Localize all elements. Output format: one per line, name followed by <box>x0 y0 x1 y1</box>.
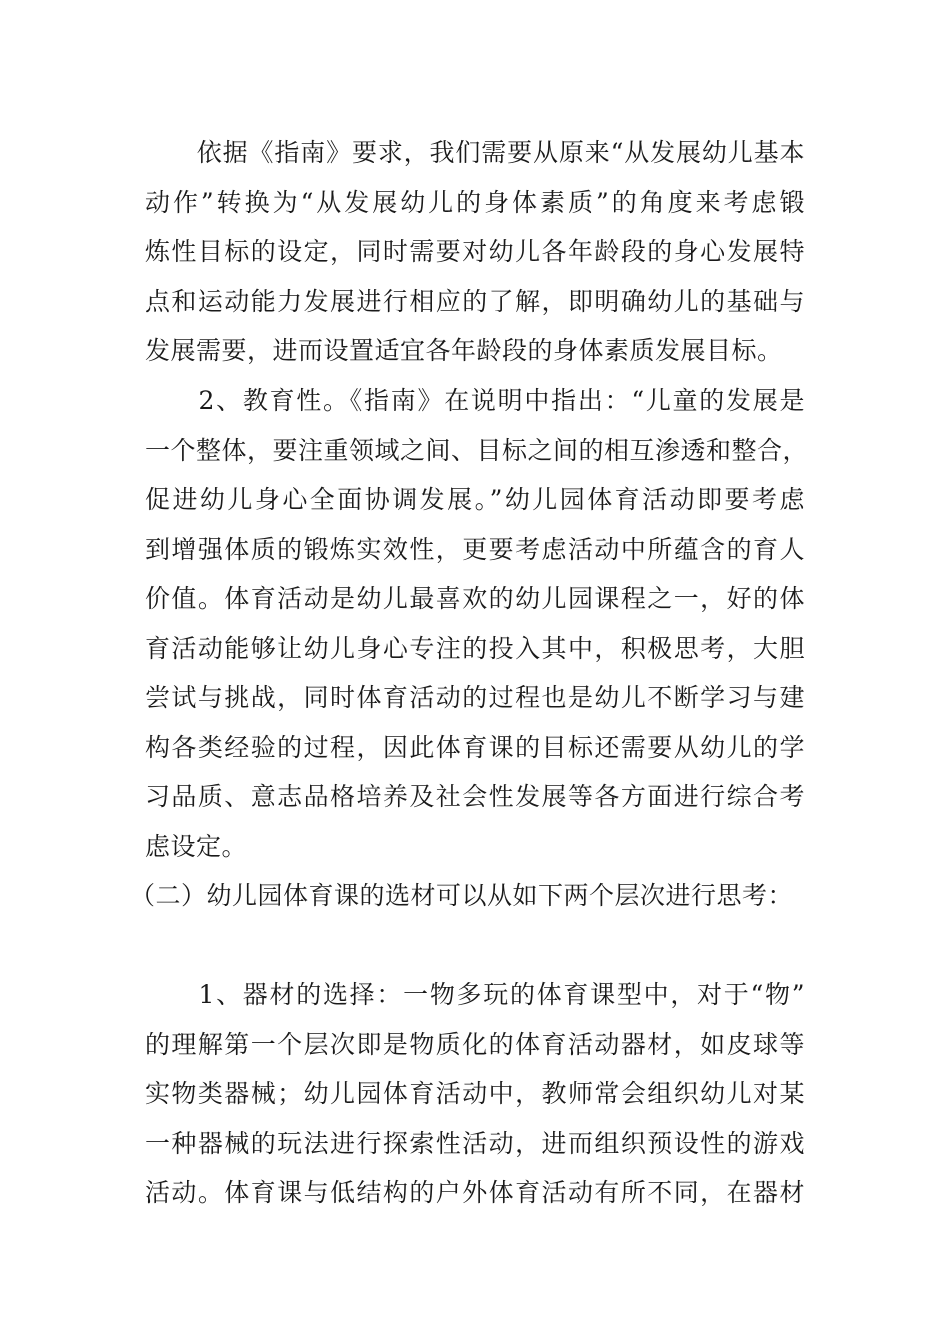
text-line: 的理解第一个层次即是物质化的体育活动器材，如皮球等 <box>145 1029 805 1059</box>
text-line: 依据《指南》要求，我们需要从原来“从发展幼儿基本 <box>145 138 805 167</box>
section-heading <box>130 871 810 921</box>
paragraph-equipment-selection <box>145 970 805 1218</box>
text-line: 一种器械的玩法进行探索性活动，进而组织预设性的游戏 <box>145 1128 805 1158</box>
text-line: 炼性目标的设定，同时需要对幼儿各年龄段的身心发展特 <box>145 237 805 266</box>
text-line: 构各类经验的过程，因此体育课的目标还需要从幼儿的学 <box>145 732 805 762</box>
text-line: 点和运动能力发展进行相应的了解，即明确幼儿的基础与 <box>145 286 805 316</box>
text-line: 2、教育性。《指南》在说明中指出：“儿童的发展是 <box>145 386 805 415</box>
text-line: 1、器材的选择：一物多玩的体育课型中，对于“物” <box>145 980 805 1009</box>
paragraph-educational <box>145 376 809 871</box>
text-line: 价值。体育活动是幼儿最喜欢的幼儿园课程之一，好的体 <box>145 584 805 613</box>
text-line: 育活动能够让幼儿身心专注的投入其中，积极思考，大胆 <box>145 633 805 663</box>
heading-text: （二）幼儿园体育课的选材可以从如下两个层次进行思考： <box>130 881 794 910</box>
text-line: 虑设定。 <box>145 831 248 861</box>
text-line: 习品质、意志品格培养及社会性发展等各方面进行综合考 <box>145 782 805 811</box>
text-line: 尝试与挑战，同时体育活动的过程也是幼儿不断学习与建 <box>145 683 805 712</box>
text-line: 活动。体育课与低结构的户外体育活动有所不同，在器材 <box>145 1178 805 1207</box>
text-line: 促进幼儿身心全面协调发展。”幼儿园体育活动即要考虑 <box>145 485 805 514</box>
text-line: 到增强体质的锻炼实效性，更要考虑活动中所蕴含的育人 <box>145 534 805 564</box>
paragraph-goal-setting <box>145 128 805 376</box>
text-line: 实物类器械；幼儿园体育活动中，教师常会组织幼儿对某 <box>145 1079 805 1108</box>
text-line: 动作”转换为“从发展幼儿的身体素质”的角度来考虑锻 <box>145 187 805 217</box>
text-line: 发展需要，进而设置适宜各年龄段的身体素质发展目标。 <box>145 336 783 365</box>
text-line: 一个整体，要注重领域之间、目标之间的相互渗透和整合， <box>145 435 809 465</box>
